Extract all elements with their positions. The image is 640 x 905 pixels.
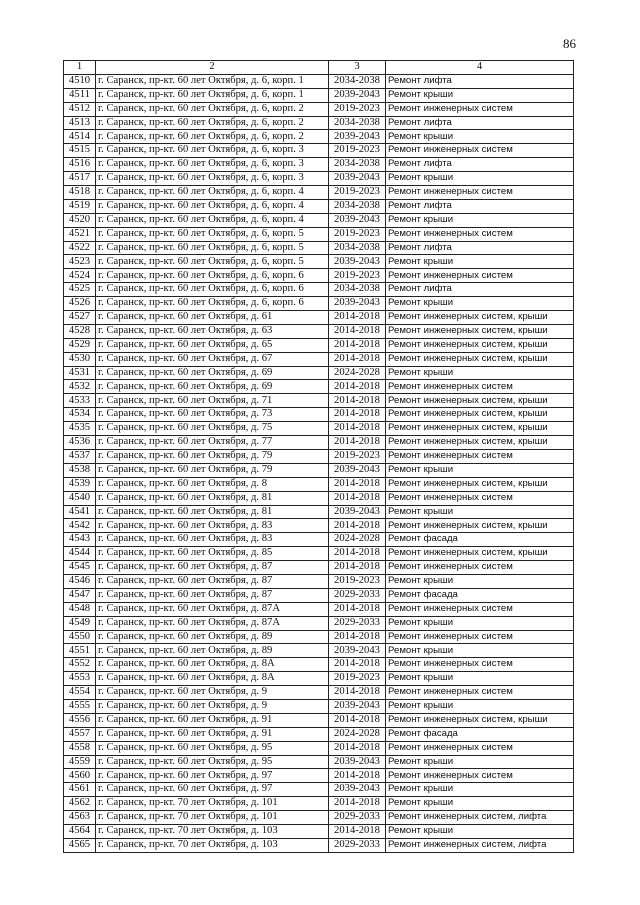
work-type-cell: Ремонт инженерных систем	[386, 449, 574, 463]
row-number-cell: 4542	[64, 519, 96, 533]
address-cell: г. Саранск, пр-кт. 60 лет Октября, д. 91	[96, 727, 329, 741]
work-type-cell: Ремонт инженерных систем	[386, 269, 574, 283]
work-type-cell: Ремонт крыши	[386, 88, 574, 102]
repair-period-cell: 2014-2018	[329, 436, 386, 450]
address-cell: г. Саранск, пр-кт. 60 лет Октября, д. 81	[96, 505, 329, 519]
work-type-cell: Ремонт инженерных систем, крыши	[386, 436, 574, 450]
table-row	[64, 477, 574, 491]
address-cell: г. Саранск, пр-кт. 60 лет Октября, д. 83	[96, 519, 329, 533]
work-type-cell: Ремонт лифта	[386, 283, 574, 297]
table-row	[64, 422, 574, 436]
address-cell: г. Саранск, пр-кт. 60 лет Октября, д. 87	[96, 588, 329, 602]
table-row	[64, 338, 574, 352]
repair-period-cell: 2019-2023	[329, 186, 386, 200]
repair-period-cell: 2014-2018	[329, 686, 386, 700]
table-row	[64, 769, 574, 783]
table-row	[64, 741, 574, 755]
row-number-cell: 4532	[64, 380, 96, 394]
row-number-cell: 4528	[64, 324, 96, 338]
row-number-cell: 4517	[64, 172, 96, 186]
table-row	[64, 130, 574, 144]
row-number-cell: 4535	[64, 422, 96, 436]
repair-period-cell: 2014-2018	[329, 338, 386, 352]
repair-period-cell: 2034-2038	[329, 199, 386, 213]
work-type-cell: Ремонт инженерных систем, крыши	[386, 519, 574, 533]
address-cell: г. Саранск, пр-кт. 60 лет Октября, д. 79	[96, 449, 329, 463]
work-type-cell: Ремонт инженерных систем, крыши	[386, 547, 574, 561]
repair-period-cell: 2039-2043	[329, 88, 386, 102]
repair-period-cell: 2024-2028	[329, 727, 386, 741]
address-cell: г. Саранск, пр-кт. 60 лет Октября, д. 6, корп. 6	[96, 269, 329, 283]
repair-period-cell: 2014-2018	[329, 380, 386, 394]
address-cell: г. Саранск, пр-кт. 60 лет Октября, д. 9	[96, 686, 329, 700]
address-cell: г. Саранск, пр-кт. 60 лет Октября, д. 87А	[96, 616, 329, 630]
row-number-cell: 4552	[64, 658, 96, 672]
page-number: 86	[563, 36, 576, 51]
address-cell: г. Саранск, пр-кт. 60 лет Октября, д. 67	[96, 352, 329, 366]
repair-period-cell: 2039-2043	[329, 699, 386, 713]
table-row	[64, 436, 574, 450]
table-row	[64, 755, 574, 769]
table-header-row	[64, 61, 574, 75]
repair-period-cell: 2034-2038	[329, 283, 386, 297]
row-number-cell: 4557	[64, 727, 96, 741]
column-header-period: 3	[329, 61, 386, 75]
address-cell: г. Саранск, пр-кт. 60 лет Октября, д. 71	[96, 394, 329, 408]
row-number-cell: 4529	[64, 338, 96, 352]
work-type-cell: Ремонт лифта	[386, 158, 574, 172]
work-type-cell: Ремонт инженерных систем	[386, 630, 574, 644]
repair-period-cell: 2039-2043	[329, 463, 386, 477]
repair-period-cell: 2014-2018	[329, 352, 386, 366]
table-row	[64, 213, 574, 227]
address-cell: г. Саранск, пр-кт. 60 лет Октября, д. 6, корп. 5	[96, 255, 329, 269]
table-row	[64, 311, 574, 325]
address-cell: г. Саранск, пр-кт. 60 лет Октября, д. 6, корп. 4	[96, 213, 329, 227]
address-cell: г. Саранск, пр-кт. 60 лет Октября, д. 91	[96, 713, 329, 727]
address-cell: г. Саранск, пр-кт. 60 лет Октября, д. 73	[96, 408, 329, 422]
work-type-cell: Ремонт крыши	[386, 297, 574, 311]
row-number-cell: 4512	[64, 102, 96, 116]
work-type-cell: Ремонт инженерных систем	[386, 380, 574, 394]
row-number-cell: 4533	[64, 394, 96, 408]
repair-period-cell: 2029-2033	[329, 811, 386, 825]
table-row	[64, 74, 574, 88]
repair-period-cell: 2014-2018	[329, 741, 386, 755]
table-row	[64, 269, 574, 283]
repair-period-cell: 2014-2018	[329, 769, 386, 783]
row-number-cell: 4561	[64, 783, 96, 797]
row-number-cell: 4538	[64, 463, 96, 477]
row-number-cell: 4556	[64, 713, 96, 727]
table-row	[64, 144, 574, 158]
table-row	[64, 727, 574, 741]
row-number-cell: 4519	[64, 199, 96, 213]
row-number-cell: 4543	[64, 533, 96, 547]
work-type-cell: Ремонт крыши	[386, 644, 574, 658]
table-row	[64, 116, 574, 130]
table-row	[64, 811, 574, 825]
work-type-cell: Ремонт лифта	[386, 74, 574, 88]
row-number-cell: 4553	[64, 672, 96, 686]
table-row	[64, 616, 574, 630]
table-row	[64, 783, 574, 797]
table-row	[64, 672, 574, 686]
address-cell: г. Саранск, пр-кт. 60 лет Октября, д. 8А	[96, 672, 329, 686]
address-cell: г. Саранск, пр-кт. 60 лет Октября, д. 61	[96, 311, 329, 325]
work-type-cell: Ремонт лифта	[386, 199, 574, 213]
row-number-cell: 4534	[64, 408, 96, 422]
address-cell: г. Саранск, пр-кт. 60 лет Октября, д. 8	[96, 477, 329, 491]
work-type-cell: Ремонт фасада	[386, 533, 574, 547]
table-row	[64, 102, 574, 116]
table-row	[64, 172, 574, 186]
repair-period-cell: 2039-2043	[329, 255, 386, 269]
address-cell: г. Саранск, пр-кт. 60 лет Октября, д. 6, корп. 2	[96, 130, 329, 144]
work-type-cell: Ремонт инженерных систем, крыши	[386, 338, 574, 352]
work-type-cell: Ремонт инженерных систем	[386, 102, 574, 116]
address-cell: г. Саранск, пр-кт. 60 лет Октября, д. 79	[96, 463, 329, 477]
address-cell: г. Саранск, пр-кт. 60 лет Октября, д. 6, корп. 1	[96, 88, 329, 102]
work-type-cell: Ремонт инженерных систем	[386, 602, 574, 616]
address-cell: г. Саранск, пр-кт. 60 лет Октября, д. 6, корп. 6	[96, 283, 329, 297]
work-type-cell: Ремонт инженерных систем	[386, 144, 574, 158]
table-row	[64, 838, 574, 852]
table-row	[64, 352, 574, 366]
row-number-cell: 4520	[64, 213, 96, 227]
address-cell: г. Саранск, пр-кт. 60 лет Октября, д. 6, корп. 1	[96, 74, 329, 88]
repair-period-cell: 2014-2018	[329, 602, 386, 616]
row-number-cell: 4548	[64, 602, 96, 616]
table-row	[64, 630, 574, 644]
address-cell: г. Саранск, пр-кт. 60 лет Октября, д. 83	[96, 533, 329, 547]
repair-period-cell: 2014-2018	[329, 713, 386, 727]
work-type-cell: Ремонт крыши	[386, 616, 574, 630]
repair-period-cell: 2029-2033	[329, 838, 386, 852]
address-cell: г. Саранск, пр-кт. 60 лет Октября, д. 81	[96, 491, 329, 505]
repair-period-cell: 2029-2033	[329, 616, 386, 630]
table-row	[64, 186, 574, 200]
address-cell: г. Саранск, пр-кт. 70 лет Октября, д. 103	[96, 824, 329, 838]
table-row	[64, 366, 574, 380]
address-cell: г. Саранск, пр-кт. 60 лет Октября, д. 6, корп. 3	[96, 172, 329, 186]
address-cell: г. Саранск, пр-кт. 60 лет Октября, д. 69	[96, 366, 329, 380]
work-type-cell: Ремонт инженерных систем, крыши	[386, 394, 574, 408]
table-row	[64, 574, 574, 588]
row-number-cell: 4530	[64, 352, 96, 366]
repair-period-cell: 2014-2018	[329, 519, 386, 533]
table-row	[64, 533, 574, 547]
row-number-cell: 4559	[64, 755, 96, 769]
repair-period-cell: 2014-2018	[329, 311, 386, 325]
row-number-cell: 4550	[64, 630, 96, 644]
work-type-cell: Ремонт крыши	[386, 824, 574, 838]
work-type-cell: Ремонт инженерных систем, крыши	[386, 311, 574, 325]
repair-period-cell: 2014-2018	[329, 630, 386, 644]
work-type-cell: Ремонт инженерных систем, крыши	[386, 713, 574, 727]
work-type-cell: Ремонт инженерных систем	[386, 186, 574, 200]
work-type-cell: Ремонт инженерных систем, крыши	[386, 352, 574, 366]
work-type-cell: Ремонт крыши	[386, 255, 574, 269]
table-row	[64, 519, 574, 533]
work-type-cell: Ремонт инженерных систем, крыши	[386, 324, 574, 338]
work-type-cell: Ремонт крыши	[386, 366, 574, 380]
repair-period-cell: 2039-2043	[329, 297, 386, 311]
repair-period-cell: 2014-2018	[329, 561, 386, 575]
address-cell: г. Саранск, пр-кт. 60 лет Октября, д. 89	[96, 644, 329, 658]
row-number-cell: 4524	[64, 269, 96, 283]
repair-period-cell: 2019-2023	[329, 144, 386, 158]
repair-period-cell: 2039-2043	[329, 213, 386, 227]
row-number-cell: 4515	[64, 144, 96, 158]
repair-period-cell: 2024-2028	[329, 533, 386, 547]
address-cell: г. Саранск, пр-кт. 70 лет Октября, д. 101	[96, 797, 329, 811]
row-number-cell: 4551	[64, 644, 96, 658]
address-cell: г. Саранск, пр-кт. 70 лет Октября, д. 101	[96, 811, 329, 825]
address-cell: г. Саранск, пр-кт. 60 лет Октября, д. 6, корп. 4	[96, 186, 329, 200]
repair-period-cell: 2019-2023	[329, 449, 386, 463]
repair-period-cell: 2019-2023	[329, 102, 386, 116]
repair-period-cell: 2034-2038	[329, 116, 386, 130]
repair-period-cell: 2039-2043	[329, 644, 386, 658]
repair-period-cell: 2014-2018	[329, 658, 386, 672]
table-body	[64, 61, 574, 853]
work-type-cell: Ремонт инженерных систем	[386, 491, 574, 505]
repair-period-cell: 2039-2043	[329, 130, 386, 144]
address-cell: г. Саранск, пр-кт. 70 лет Октября, д. 103	[96, 838, 329, 852]
table-row	[64, 283, 574, 297]
address-cell: г. Саранск, пр-кт. 60 лет Октября, д. 6, корп. 6	[96, 297, 329, 311]
work-type-cell: Ремонт крыши	[386, 505, 574, 519]
repair-period-cell: 2024-2028	[329, 366, 386, 380]
address-cell: г. Саранск, пр-кт. 60 лет Октября, д. 97	[96, 769, 329, 783]
row-number-cell: 4518	[64, 186, 96, 200]
row-number-cell: 4531	[64, 366, 96, 380]
address-cell: г. Саранск, пр-кт. 60 лет Октября, д. 87А	[96, 602, 329, 616]
repair-period-cell: 2019-2023	[329, 672, 386, 686]
work-type-cell: Ремонт фасада	[386, 588, 574, 602]
table-row	[64, 241, 574, 255]
table-row	[64, 713, 574, 727]
repair-period-cell: 2039-2043	[329, 505, 386, 519]
table-row	[64, 699, 574, 713]
row-number-cell: 4511	[64, 88, 96, 102]
row-number-cell: 4526	[64, 297, 96, 311]
repair-period-cell: 2029-2033	[329, 588, 386, 602]
row-number-cell: 4541	[64, 505, 96, 519]
work-type-cell: Ремонт инженерных систем	[386, 227, 574, 241]
row-number-cell: 4562	[64, 797, 96, 811]
repair-period-cell: 2014-2018	[329, 824, 386, 838]
column-header-work-type: 4	[386, 61, 574, 75]
table-row	[64, 255, 574, 269]
table-row	[64, 88, 574, 102]
table-row	[64, 449, 574, 463]
repair-period-cell: 2014-2018	[329, 797, 386, 811]
table-row	[64, 588, 574, 602]
work-type-cell: Ремонт инженерных систем, крыши	[386, 408, 574, 422]
address-cell: г. Саранск, пр-кт. 60 лет Октября, д. 97	[96, 783, 329, 797]
row-number-cell: 4514	[64, 130, 96, 144]
repair-period-cell: 2034-2038	[329, 241, 386, 255]
repair-period-cell: 2034-2038	[329, 158, 386, 172]
address-cell: г. Саранск, пр-кт. 60 лет Октября, д. 85	[96, 547, 329, 561]
address-cell: г. Саранск, пр-кт. 60 лет Октября, д. 6, корп. 5	[96, 227, 329, 241]
row-number-cell: 4545	[64, 561, 96, 575]
address-cell: г. Саранск, пр-кт. 60 лет Октября, д. 6, корп. 2	[96, 116, 329, 130]
table-row	[64, 324, 574, 338]
work-type-cell: Ремонт крыши	[386, 755, 574, 769]
table-row	[64, 797, 574, 811]
repair-period-cell: 2014-2018	[329, 394, 386, 408]
address-cell: г. Саранск, пр-кт. 60 лет Октября, д. 77	[96, 436, 329, 450]
address-cell: г. Саранск, пр-кт. 60 лет Октября, д. 65	[96, 338, 329, 352]
address-cell: г. Саранск, пр-кт. 60 лет Октября, д. 8А	[96, 658, 329, 672]
table-row	[64, 505, 574, 519]
repair-period-cell: 2019-2023	[329, 574, 386, 588]
repair-period-cell: 2019-2023	[329, 227, 386, 241]
repair-period-cell: 2014-2018	[329, 422, 386, 436]
row-number-cell: 4540	[64, 491, 96, 505]
row-number-cell: 4516	[64, 158, 96, 172]
work-type-cell: Ремонт лифта	[386, 241, 574, 255]
row-number-cell: 4523	[64, 255, 96, 269]
row-number-cell: 4521	[64, 227, 96, 241]
table-row	[64, 394, 574, 408]
table-row	[64, 408, 574, 422]
repair-period-cell: 2039-2043	[329, 783, 386, 797]
table-row	[64, 547, 574, 561]
address-cell: г. Саранск, пр-кт. 60 лет Октября, д. 89	[96, 630, 329, 644]
address-cell: г. Саранск, пр-кт. 60 лет Октября, д. 87	[96, 574, 329, 588]
row-number-cell: 4527	[64, 311, 96, 325]
row-number-cell: 4554	[64, 686, 96, 700]
table-row	[64, 491, 574, 505]
address-cell: г. Саранск, пр-кт. 60 лет Октября, д. 6, корп. 3	[96, 158, 329, 172]
work-type-cell: Ремонт инженерных систем	[386, 741, 574, 755]
row-number-cell: 4544	[64, 547, 96, 561]
row-number-cell: 4510	[64, 74, 96, 88]
address-cell: г. Саранск, пр-кт. 60 лет Октября, д. 9	[96, 699, 329, 713]
row-number-cell: 4525	[64, 283, 96, 297]
address-cell: г. Саранск, пр-кт. 60 лет Октября, д. 87	[96, 561, 329, 575]
table-row	[64, 644, 574, 658]
work-type-cell: Ремонт крыши	[386, 699, 574, 713]
row-number-cell: 4563	[64, 811, 96, 825]
table-row	[64, 463, 574, 477]
row-number-cell: 4547	[64, 588, 96, 602]
column-header-number: 1	[64, 61, 96, 75]
row-number-cell: 4555	[64, 699, 96, 713]
work-type-cell: Ремонт крыши	[386, 463, 574, 477]
row-number-cell: 4536	[64, 436, 96, 450]
table-row	[64, 227, 574, 241]
row-number-cell: 4539	[64, 477, 96, 491]
table-row	[64, 658, 574, 672]
work-type-cell: Ремонт крыши	[386, 672, 574, 686]
row-number-cell: 4522	[64, 241, 96, 255]
work-type-cell: Ремонт лифта	[386, 116, 574, 130]
repair-period-cell: 2039-2043	[329, 755, 386, 769]
repair-schedule-table	[63, 60, 574, 853]
work-type-cell: Ремонт крыши	[386, 797, 574, 811]
work-type-cell: Ремонт инженерных систем, лифта	[386, 838, 574, 852]
work-type-cell: Ремонт инженерных систем	[386, 658, 574, 672]
row-number-cell: 4546	[64, 574, 96, 588]
repair-period-cell: 2014-2018	[329, 491, 386, 505]
work-type-cell: Ремонт инженерных систем, крыши	[386, 477, 574, 491]
row-number-cell: 4564	[64, 824, 96, 838]
address-cell: г. Саранск, пр-кт. 60 лет Октября, д. 63	[96, 324, 329, 338]
work-type-cell: Ремонт крыши	[386, 172, 574, 186]
address-cell: г. Саранск, пр-кт. 60 лет Октября, д. 6, корп. 3	[96, 144, 329, 158]
row-number-cell: 4549	[64, 616, 96, 630]
address-cell: г. Саранск, пр-кт. 60 лет Октября, д. 69	[96, 380, 329, 394]
work-type-cell: Ремонт крыши	[386, 213, 574, 227]
work-type-cell: Ремонт фасада	[386, 727, 574, 741]
row-number-cell: 4537	[64, 449, 96, 463]
table-row	[64, 602, 574, 616]
repair-period-cell: 2014-2018	[329, 547, 386, 561]
table-row	[64, 824, 574, 838]
table-row	[64, 686, 574, 700]
repair-period-cell: 2014-2018	[329, 324, 386, 338]
repair-period-cell: 2014-2018	[329, 477, 386, 491]
work-type-cell: Ремонт инженерных систем, крыши	[386, 422, 574, 436]
address-cell: г. Саранск, пр-кт. 60 лет Октября, д. 6, корп. 2	[96, 102, 329, 116]
repair-period-cell: 2034-2038	[329, 74, 386, 88]
address-cell: г. Саранск, пр-кт. 60 лет Октября, д. 6, корп. 5	[96, 241, 329, 255]
work-type-cell: Ремонт инженерных систем	[386, 561, 574, 575]
table-row	[64, 380, 574, 394]
table-row	[64, 561, 574, 575]
table-row	[64, 199, 574, 213]
work-type-cell: Ремонт крыши	[386, 783, 574, 797]
table-row	[64, 158, 574, 172]
row-number-cell: 4560	[64, 769, 96, 783]
work-type-cell: Ремонт инженерных систем	[386, 686, 574, 700]
work-type-cell: Ремонт крыши	[386, 574, 574, 588]
work-type-cell: Ремонт инженерных систем	[386, 769, 574, 783]
row-number-cell: 4565	[64, 838, 96, 852]
row-number-cell: 4558	[64, 741, 96, 755]
address-cell: г. Саранск, пр-кт. 60 лет Октября, д. 95	[96, 741, 329, 755]
address-cell: г. Саранск, пр-кт. 60 лет Октября, д. 6, корп. 4	[96, 199, 329, 213]
address-cell: г. Саранск, пр-кт. 60 лет Октября, д. 75	[96, 422, 329, 436]
column-header-address: 2	[96, 61, 329, 75]
table-row	[64, 297, 574, 311]
row-number-cell: 4513	[64, 116, 96, 130]
address-cell: г. Саранск, пр-кт. 60 лет Октября, д. 95	[96, 755, 329, 769]
work-type-cell: Ремонт инженерных систем, лифта	[386, 811, 574, 825]
repair-period-cell: 2019-2023	[329, 269, 386, 283]
repair-period-cell: 2039-2043	[329, 172, 386, 186]
work-type-cell: Ремонт крыши	[386, 130, 574, 144]
repair-period-cell: 2014-2018	[329, 408, 386, 422]
